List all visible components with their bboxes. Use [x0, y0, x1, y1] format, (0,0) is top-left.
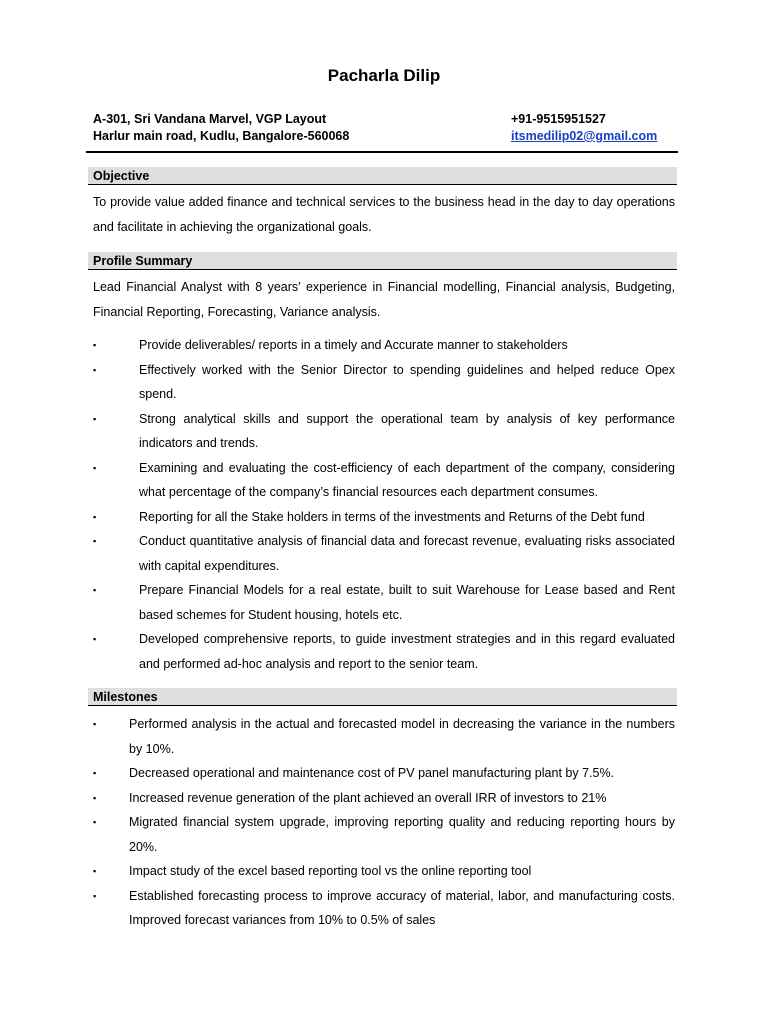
email-link[interactable]: itsmedilip02@gmail.com	[511, 129, 658, 143]
list-item-text: Decreased operational and maintenance cost of PV panel manufacturing plant by 7.5%.	[129, 766, 615, 780]
objective-text: To provide value added finance and technical services to the business head in the day to day operations and facilitate in achieving the organizational goals.	[93, 195, 675, 234]
address-line-1: A-301, Sri Vandana Marvel, VGP Layout	[93, 112, 327, 126]
bullet-icon: ▪	[93, 634, 97, 644]
bullet-icon: ▪	[93, 792, 97, 803]
list-item	[93, 505, 675, 530]
list-item	[93, 712, 675, 761]
bullet-icon: ▪	[93, 462, 97, 473]
list-item-text: Developed comprehensive reports, to guide investment strategies and in this regard evaluated and performed ad-hoc analysis and report to the senior team.	[139, 632, 675, 671]
section-heading-milestones: Milestones	[88, 688, 677, 706]
list-item-text: Effectively worked with the Senior Director to spending guidelines and helped reduce Opex spend.	[139, 362, 675, 401]
list-item	[93, 786, 675, 811]
bullet-icon: ▪	[93, 585, 97, 595]
phone-number: +91-9515951527	[511, 112, 606, 126]
list-item-text: Strong analytical skills and support the operational team by analysis of key performance indicators and trends.	[139, 411, 675, 450]
list-item	[93, 884, 675, 933]
bullet-icon: ▪	[93, 364, 97, 375]
list-item-text: Examining and evaluating the cost-efficiency of each department of the company, considering what percentage of the company’s financial resources each department consumes.	[139, 460, 675, 499]
bullet-icon: ▪	[93, 511, 97, 522]
section-heading-objective: Objective	[88, 167, 677, 185]
list-item-text: Migrated financial system upgrade, improving reporting quality and reducing reporting hours by 20%.	[129, 815, 675, 854]
phone-email-block	[511, 111, 657, 145]
address-block	[93, 111, 349, 145]
profile-bullet-list	[93, 333, 675, 676]
list-item-text: Performed analysis in the actual and forecasted model in decreasing the variance in the numbers by 10%.	[129, 717, 675, 756]
list-item-text: Increased revenue generation of the plant achieved an overall IRR of investors to 21%	[129, 790, 607, 805]
section-heading-profile-summary: Profile Summary	[88, 252, 677, 270]
list-item	[93, 407, 675, 456]
bullet-icon: ▪	[93, 866, 97, 876]
bullet-icon: ▪	[93, 536, 97, 546]
candidate-name: Pacharla Dilip	[327, 66, 441, 85]
list-item-text: Conduct quantitative analysis of financial data and forecast revenue, evaluating risks associated with capital expenditures.	[139, 534, 675, 573]
profile-intro: Lead Financial Analyst with 8 years’ experience in Financial modelling, Financial analysis, Budgeting, Financial Reporting, Forecasting, Variance analysis.	[93, 280, 675, 319]
address-line-2: Harlur main road, Kudlu, Bangalore-560068	[93, 129, 350, 143]
list-item-text: Established forecasting process to improve accuracy of material, labor, and manufacturing costs. Improved forecast variances from 10% to 0.5% of sales	[129, 888, 675, 927]
list-item	[93, 859, 675, 884]
list-item-text: Impact study of the excel based reporting tool vs the online reporting tool	[129, 864, 532, 878]
list-item	[93, 333, 675, 358]
list-item-text: Reporting for all the Stake holders in terms of the investments and Returns of the Debt fund	[139, 509, 645, 524]
list-item	[93, 627, 675, 676]
list-item	[93, 810, 675, 859]
list-item	[93, 578, 675, 627]
list-item	[93, 358, 675, 407]
list-item	[93, 456, 675, 505]
list-item	[93, 529, 675, 578]
bullet-icon: ▪	[93, 340, 97, 350]
list-item	[93, 761, 675, 786]
bullet-icon: ▪	[93, 719, 97, 729]
list-item-text: Provide deliverables/ reports in a timely and Accurate manner to stakeholders	[139, 338, 568, 352]
list-item-text: Prepare Financial Models for a real estate, built to suit Warehouse for Lease based and Rent based schemes for Student housing, hotels etc.	[139, 583, 675, 622]
bullet-icon: ▪	[93, 413, 97, 424]
header-divider	[86, 151, 678, 153]
bullet-icon: ▪	[93, 817, 97, 827]
milestones-bullet-list	[93, 712, 675, 933]
bullet-icon: ▪	[93, 890, 97, 901]
bullet-icon: ▪	[93, 768, 97, 778]
